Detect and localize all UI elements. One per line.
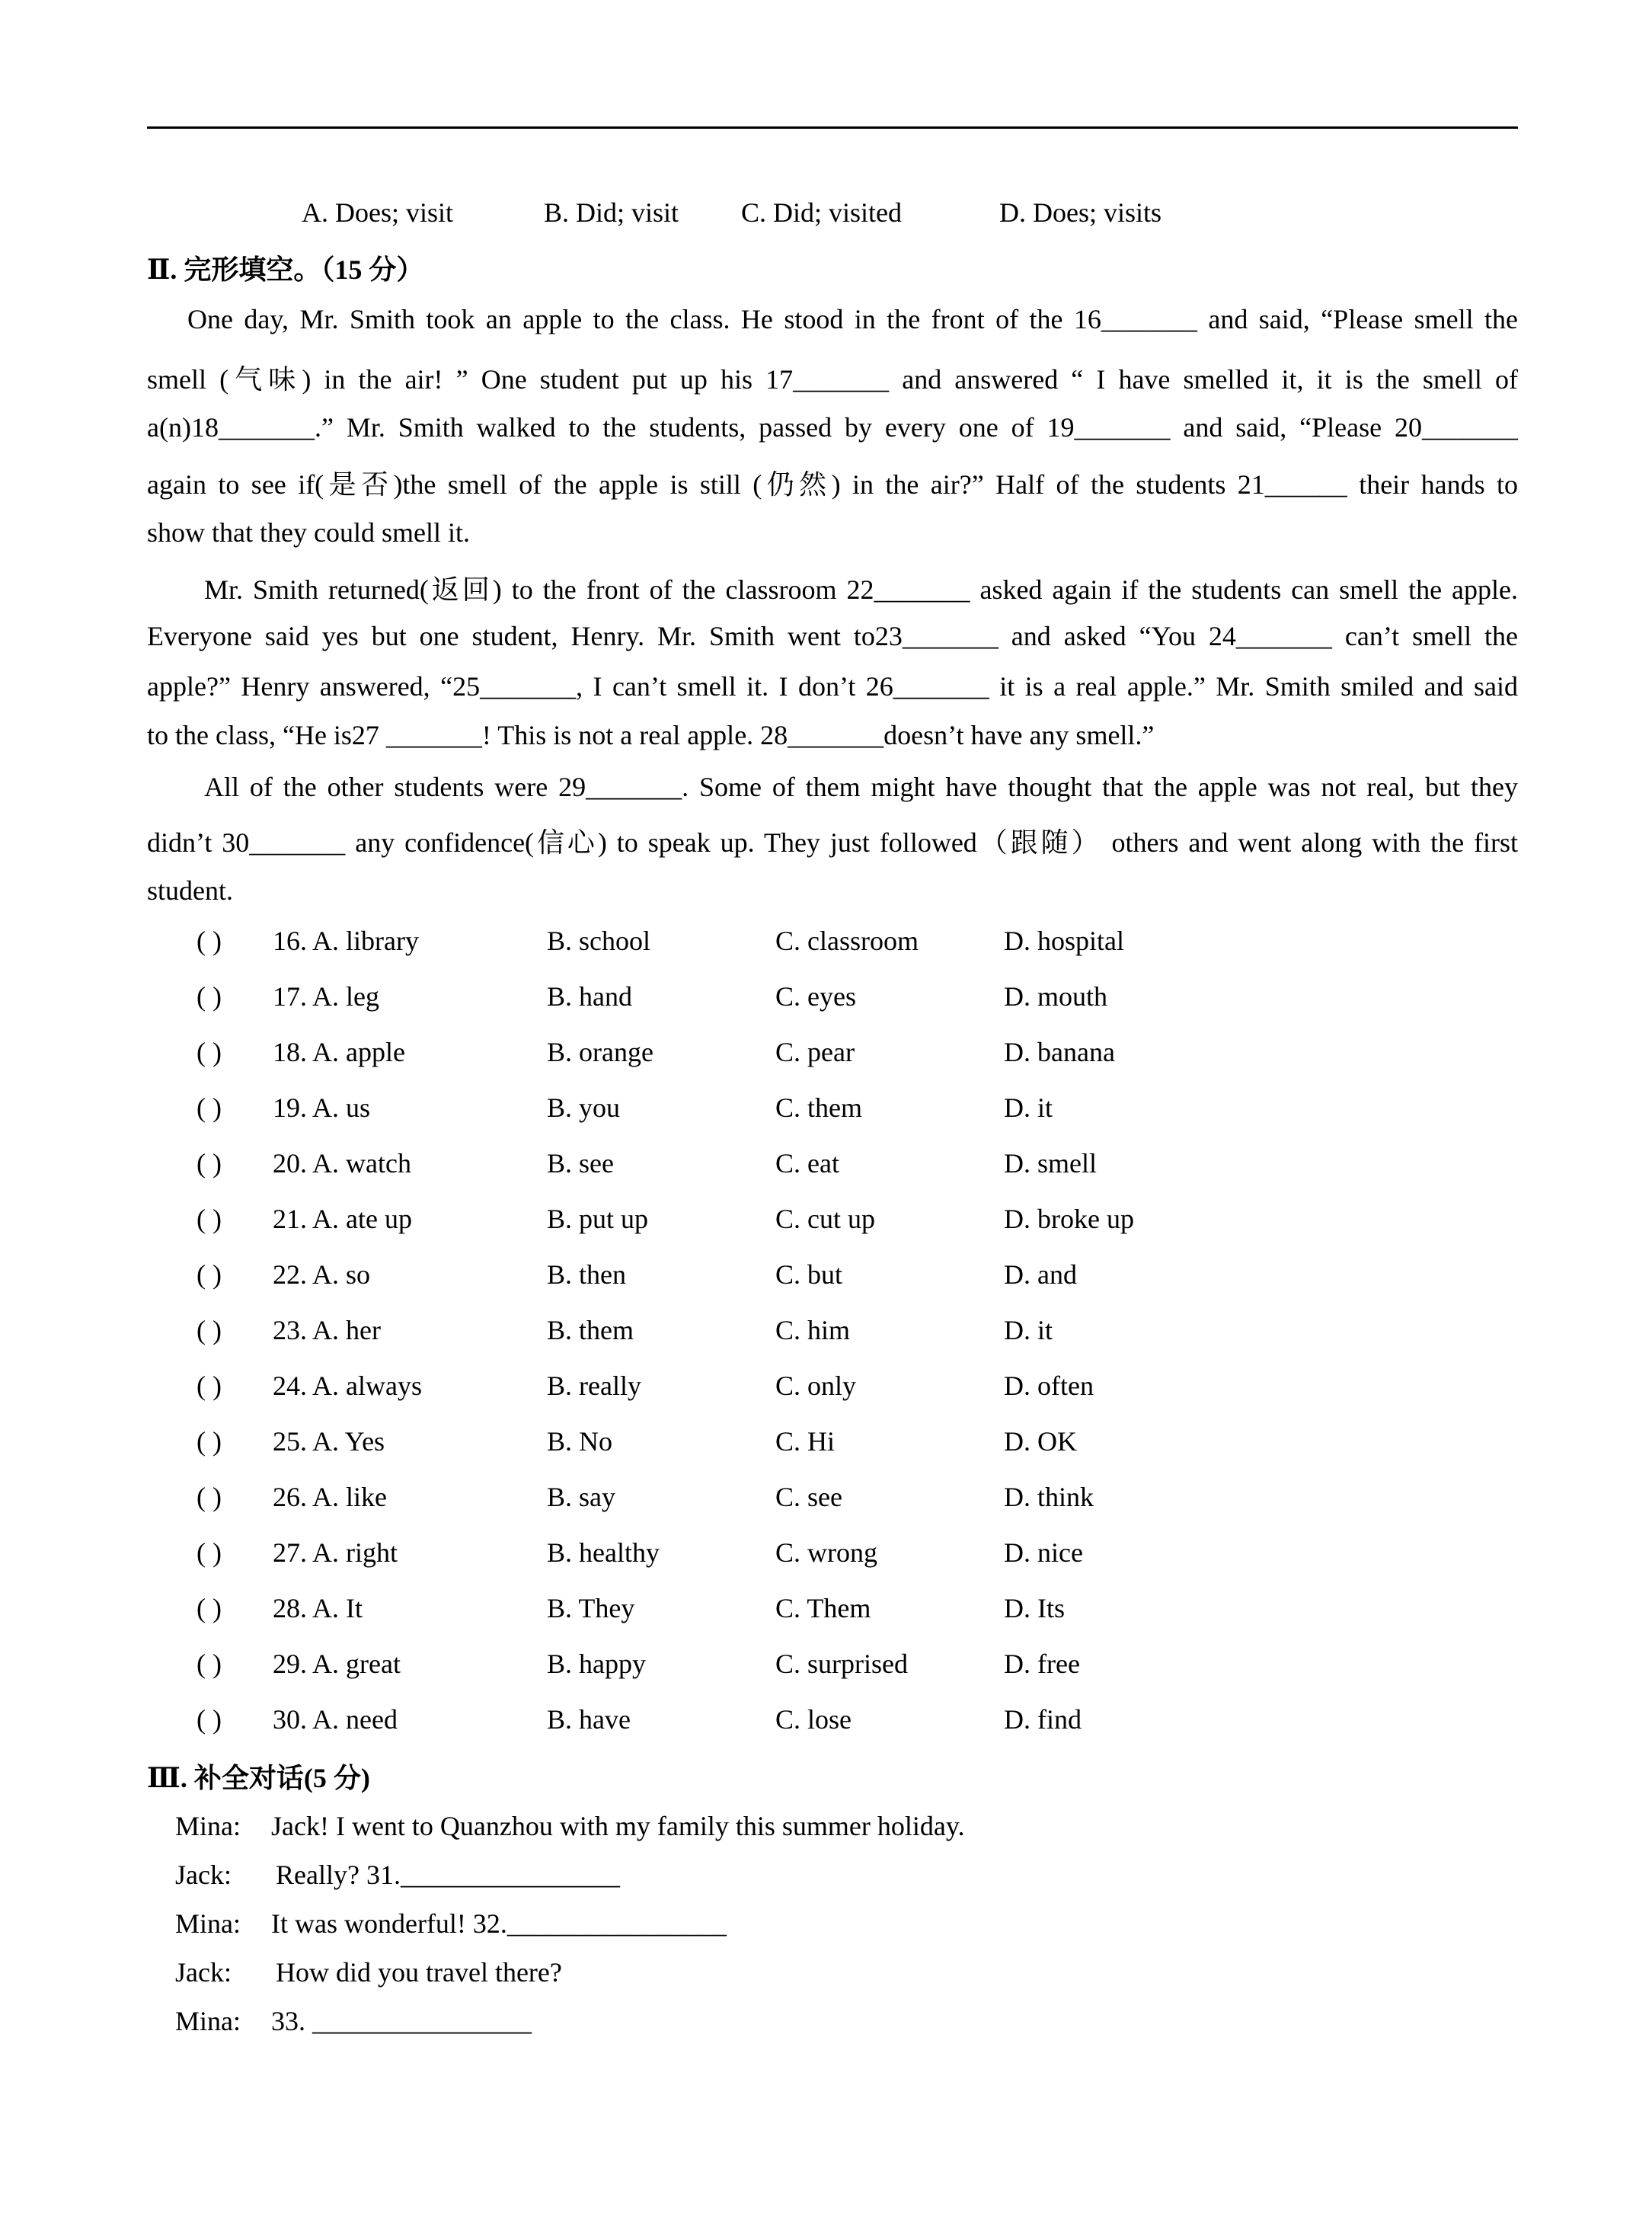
- option-a: 26. A. like: [273, 1482, 387, 1512]
- question-row: [197, 1147, 1415, 1181]
- passage-line: Everyone said yes but one student, Henry. Mr. Smith went to23_______ and asked “You 24_______ can’t smell the: [147, 621, 1518, 651]
- question-row: [197, 1592, 1415, 1626]
- question-row: [197, 1314, 1415, 1348]
- option-b: B. No: [547, 1426, 613, 1457]
- option-a: 21. A. ate up: [273, 1204, 412, 1234]
- option-d: D. free: [1004, 1649, 1080, 1679]
- question-row: [197, 1703, 1415, 1737]
- option-a: 16. A. library: [273, 926, 419, 956]
- question-row: [197, 1203, 1415, 1236]
- dialogue-line[interactable]: It was wonderful! 32.________________: [271, 1908, 727, 1939]
- option-b: B. healthy: [547, 1537, 660, 1568]
- option-c: C. wrong: [775, 1537, 877, 1568]
- question-row: [197, 1036, 1415, 1070]
- passage-line: All of the other students were 29_______. Some of them might have thought that the apple was not real, but they: [204, 772, 1518, 802]
- option-a: 28. A. It: [273, 1593, 363, 1623]
- option-a: 25. A. Yes: [273, 1426, 385, 1457]
- passage-line: smell (气味) in the air! ” One student put up his 17_______ and answered “ I have smelled it, it is the smell of: [147, 364, 1518, 395]
- option-d: D. smell: [1004, 1148, 1097, 1179]
- option-c: C. pear: [775, 1037, 855, 1067]
- passage-line: didn’t 30_______ any confidence(信心) to speak up. They just followed（跟随） others and went along with the first: [147, 827, 1518, 858]
- option-a: 19. A. us: [273, 1092, 371, 1123]
- option-b: B. put up: [547, 1204, 649, 1234]
- option-c: C. only: [775, 1370, 857, 1401]
- dialogue-line[interactable]: Really? 31.________________: [276, 1860, 620, 1890]
- option-b: B. say: [547, 1482, 615, 1512]
- option-c: C. Them: [775, 1593, 871, 1623]
- option-a: 23. A. her: [273, 1315, 381, 1345]
- passage-line: One day, Mr. Smith took an apple to the class. He stood in the front of the 16_______ and said, “Please smell the: [187, 304, 1518, 334]
- option-a: 22. A. so: [273, 1259, 371, 1290]
- passage-line: Mr. Smith returned(返回) to the front of the classroom 22_______ asked again if the students can smell the apple.: [204, 574, 1518, 605]
- prev-option-a: A. Does; visit: [302, 197, 454, 228]
- option-d: D. think: [1004, 1482, 1094, 1512]
- option-b: B. school: [547, 926, 651, 956]
- answer-bracket[interactable]: ( ): [197, 1649, 222, 1679]
- answer-bracket[interactable]: ( ): [197, 1148, 222, 1179]
- question-row: [197, 1481, 1415, 1514]
- option-d: D. broke up: [1004, 1204, 1134, 1234]
- passage-line: show that they could smell it.: [147, 517, 470, 548]
- header-rule: [147, 126, 1518, 129]
- option-d: D. nice: [1004, 1537, 1083, 1568]
- prev-option-d: D. Does; visits: [999, 197, 1162, 228]
- question-row: [197, 980, 1415, 1014]
- option-b: B. They: [547, 1593, 635, 1623]
- option-c: C. Hi: [775, 1426, 836, 1457]
- option-b: B. you: [547, 1092, 621, 1123]
- answer-bracket[interactable]: ( ): [197, 1482, 222, 1512]
- option-c: C. him: [775, 1315, 851, 1345]
- dialogue-line[interactable]: 33. ________________: [271, 2006, 532, 2036]
- option-b: B. have: [547, 1704, 631, 1735]
- option-a: 24. A. always: [273, 1370, 422, 1401]
- option-d: D. hospital: [1004, 926, 1124, 956]
- question-row: [197, 925, 1415, 958]
- answer-bracket[interactable]: ( ): [197, 1204, 222, 1234]
- option-b: B. hand: [547, 981, 632, 1012]
- dialogue-speaker: Jack:: [175, 1860, 232, 1890]
- option-c: C. lose: [775, 1704, 852, 1735]
- passage-line: again to see if(是否)the smell of the apple is still (仍然) in the air?” Half of the students 21______ their hands to: [147, 469, 1518, 500]
- option-d: D. mouth: [1004, 981, 1108, 1012]
- option-c: C. them: [775, 1092, 862, 1123]
- section2-title: Ⅱ. 完形填空。（15 分）: [147, 254, 424, 285]
- dialogue-speaker: Mina:: [175, 1811, 241, 1841]
- question-row: [197, 1425, 1415, 1459]
- answer-bracket[interactable]: ( ): [197, 1426, 222, 1457]
- option-d: D. banana: [1004, 1037, 1115, 1067]
- option-a: 18. A. apple: [273, 1037, 405, 1067]
- passage-line: apple?” Henry answered, “25_______, I can’t smell it. I don’t 26_______ it is a real apple.” Mr. Smith smiled and said: [147, 671, 1518, 702]
- option-a: 30. A. need: [273, 1704, 398, 1735]
- passage-line: a(n)18_______.” Mr. Smith walked to the students, passed by every one of 19_______ and said, “Please 20_______: [147, 412, 1518, 443]
- dialogue-line: How did you travel there?: [276, 1957, 562, 1988]
- section3-title: Ⅲ. 补全对话(5 分): [147, 1763, 370, 1793]
- option-b: B. orange: [547, 1037, 653, 1067]
- option-d: D. find: [1004, 1704, 1082, 1735]
- option-c: C. but: [775, 1259, 843, 1290]
- answer-bracket[interactable]: ( ): [197, 1537, 222, 1568]
- answer-bracket[interactable]: ( ): [197, 1092, 222, 1123]
- question-row: [197, 1370, 1415, 1403]
- question-row: [197, 1648, 1415, 1681]
- option-b: B. happy: [547, 1649, 646, 1679]
- option-c: C. eat: [775, 1148, 839, 1179]
- option-d: D. often: [1004, 1370, 1094, 1401]
- answer-bracket[interactable]: ( ): [197, 926, 222, 956]
- option-a: 27. A. right: [273, 1537, 398, 1568]
- dialogue-speaker: Jack:: [175, 1957, 232, 1988]
- answer-bracket[interactable]: ( ): [197, 1315, 222, 1345]
- option-c: C. cut up: [775, 1204, 875, 1234]
- option-b: B. really: [547, 1370, 641, 1401]
- option-a: 20. A. watch: [273, 1148, 411, 1179]
- option-c: C. surprised: [775, 1649, 908, 1679]
- passage-line: to the class, “He is27 _______! This is not a real apple. 28_______doesn’t have any smell.”: [147, 720, 1155, 750]
- option-d: D. and: [1004, 1259, 1077, 1290]
- option-d: D. Its: [1004, 1593, 1065, 1623]
- question-row: [197, 1259, 1415, 1292]
- answer-bracket[interactable]: ( ): [197, 1704, 222, 1735]
- option-a: 29. A. great: [273, 1649, 401, 1679]
- dialogue-speaker: Mina:: [175, 2006, 241, 2036]
- answer-bracket[interactable]: ( ): [197, 1370, 222, 1401]
- passage-line: student.: [147, 875, 233, 906]
- dialogue-line: Jack! I went to Quanzhou with my family this summer holiday.: [271, 1811, 965, 1841]
- option-d: D. it: [1004, 1315, 1053, 1345]
- dialogue-speaker: Mina:: [175, 1908, 241, 1939]
- prev-option-b: B. Did; visit: [544, 197, 679, 228]
- option-b: B. them: [547, 1315, 634, 1345]
- option-d: D. OK: [1004, 1426, 1077, 1457]
- answer-bracket[interactable]: ( ): [197, 1037, 222, 1067]
- option-b: B. see: [547, 1148, 614, 1179]
- option-c: C. eyes: [775, 981, 856, 1012]
- answer-bracket[interactable]: ( ): [197, 1259, 222, 1290]
- option-d: D. it: [1004, 1092, 1053, 1123]
- option-b: B. then: [547, 1259, 626, 1290]
- option-c: C. classroom: [775, 926, 919, 956]
- option-a: 17. A. leg: [273, 981, 379, 1012]
- answer-bracket[interactable]: ( ): [197, 981, 222, 1012]
- option-c: C. see: [775, 1482, 842, 1512]
- prev-option-c: C. Did; visited: [741, 197, 903, 228]
- question-row: [197, 1092, 1415, 1125]
- question-row: [197, 1537, 1415, 1570]
- answer-bracket[interactable]: ( ): [197, 1593, 222, 1623]
